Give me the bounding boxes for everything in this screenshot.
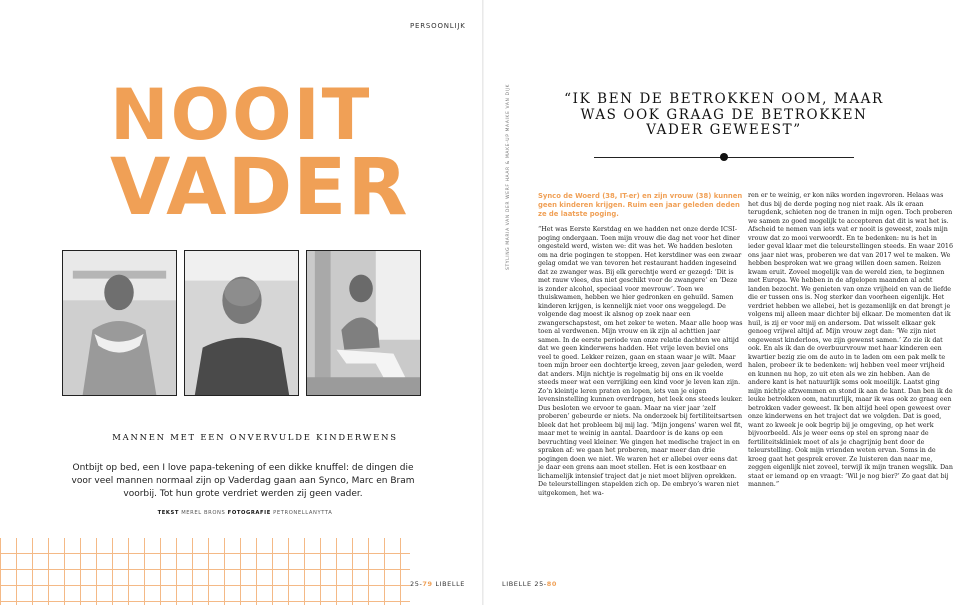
subheading: MANNEN MET EEN ONVERVULDE KINDERWENS: [112, 432, 398, 442]
credit-text-label: TEKST: [157, 510, 179, 516]
credit-photo-label: FOTOGRAFIE: [227, 510, 271, 516]
portrait-photo-marc: [184, 250, 299, 396]
decorative-grid: [0, 538, 410, 605]
pull-quote: “IK BEN DE BETROKKEN OOM, MAAR WAS OOK GRAAG DE BETROKKEN VADER GEWEEST”: [564, 91, 884, 139]
folio-number-left: 79: [422, 580, 433, 588]
article-column-2: [748, 192, 953, 490]
page-number-right: [502, 580, 557, 588]
folio-number-right: 80: [546, 580, 557, 588]
section-label: PERSOONLIJK: [410, 22, 466, 30]
article-title: [110, 74, 409, 233]
body-text-column-1: “Het was Eerste Kerstdag en we hadden net onze derde ICSI-poging ondergaan. Toen mijn vrouw die dag net voor het diner ongesteld werd, wisten we: dit was het. We hadden besloten om na drie pogingen te stoppen. Het kerstdiner was een zwaar gelag omdat we van tevoren het restaurant hadden ingeseind dat ze zwanger was. Bij elk gerechtje werd er gezegd: ‘Dit is met rauw vlees, dus niet geschikt voor de zwangere’ en ‘Deze is zonder alcohol, speciaal voor mevrouw’. Toen we thuiskwamen, hebben we hier gedronken en gehuild. Samen kinderen krijgen, is kennelijk niet voor ons weggelegd. De volgende dag moest ik alsnog op zoek naar een zwangerschapstest, om het zeker te weten. Maar alle hoop was toen al verdwenen. Mijn vrouw en ik zijn al achttien jaar samen. In de eerste periode van onze relatie dachten we altijd dat we geen kinderwens hadden. Het vrije leven beviel ons veel te goed. Lekker reizen, gaan en staan waar je wilt. Maar toen mijn broer een dochtertje kreeg, zeven jaar geleden, werd dat anders. Mijn nichtje is regelmatig bij ons en ik voelde steeds meer wat een verrijking een kind voor je leven kan zijn. Zo’n kleintje leren praten en lopen, iets van je eigen levensinstelling kunnen overdragen, het leek ons steeds leuker. Dus besloten we ervoor te gaan. Maar na vier jaar ‘zelf proberen’ gebeurde er niets. Na onderzoek bij fertiliteitsartsen bleek dat het probleem bij mij lag. ‘Mijn jongens’ waren wel fit, maar met te weinig in aantal. Daardoor is de kans op een bevruchting veel kleiner. We gingen het medische traject in en spraken af: we gaan het proberen, maar meer dan drie pogingen doen we niet. We waren het er allebei over eens dat je daar een grens aan moet stellen. Het is een kostbaar en lichamelijk intensief traject dat je niet moet blijven oprekken. De teleurstellingen stapelden zich op. De embryo’s waren niet uitgekomen, het wa-: [538, 226, 743, 497]
folio-brand-left: LIBELLE: [435, 580, 465, 588]
credits-line: [120, 510, 370, 516]
page-number-left: [410, 580, 465, 588]
divider-dot: [720, 153, 728, 161]
intro-paragraph: Ontbijt op bed, een I love papa-tekening of een dikke knuffel: de dingen die voor veel mannen normaal zijn op Vaderdag gaan aan Synco, Marc en Bram voorbij. Tot hun grote verdriet werden zij geen vader.: [71, 463, 415, 499]
folio-brand-right: LIBELLE: [502, 580, 532, 588]
credit-text-name: MEREL BRONS: [181, 510, 226, 516]
credit-photo-name: PETRONELLANYTTA: [273, 510, 333, 516]
folio-prefix-right: 25-: [534, 580, 547, 588]
left-page: [0, 0, 483, 605]
folio-prefix-left: 25-: [410, 580, 423, 588]
title-line-2: VADER: [110, 142, 409, 233]
lead-paragraph: Synco de Woerd (38, IT-er) en zijn vrouw (38) kunnen geen kinderen krijgen. Ruim een jaar geleden deden ze de laatste poging.: [538, 192, 743, 218]
article-column-1: [538, 192, 743, 498]
portrait-photo-bram: [306, 250, 421, 396]
body-text-column-2: ren er te weinig, er kon niks worden ingevroren. Helaas was het dus bij de derde poging nog niet raak. Als ik eraan terugdenk, schieten nog de tranen in mijn ogen. Toch proberen we samen zo goed mogelijk te accepteren dat dit is wat het is. Afscheid te nemen van iets wat er nooit is geweest, zoals mijn vrouw dat zo mooi verwoordt. En te bedenken: nu is het in ieder geval klaar met die teleurstellingen steeds. En waar 2016 ons jaar niet was, proberen we dat van 2017 wel te maken. We hebben besproken wat we graag willen doen samen. Reizen kwam eruit. Zoveel mogelijk van de wereld zien, te beginnen met Europa. We hebben in de afgelopen maanden al acht landen bezocht. We genieten van onze vrijheid en van de liefde die er tussen ons is. Nog sterker dan voorheen eigenlijk. Het verdriet hebben we allebei, het is gezamenlijk en dat brengt je volgens mij alleen maar dichter bij elkaar. De momenten dat ik huil, is zij er voor mij en andersom. Dat wisselt elkaar gek genoeg vrijwel altijd af. Mijn vrouw zegt dan: ‘We zijn niet ongewenst kinderloos, we zijn gewenst samen.’ Zo zie ik dat ook. En als ik dan de overbuurvrouw met haar kinderen een kwartier bezig zie om de auto in te laden om een pak melk te halen, probeer ik te bedenken: wij hebben veel meer vrijheid en kunnen nu hop, zo uit eten als we zin hebben. Aan de andere kant is het natuurlijk soms ook moeilijk. Laatst ging mijn nichtje afzwemmen en stond ik aan de kant. Dan ben ik de leuke betrokken oom, natuurlijk, maar ik was ook zo graag een betrokken vader geweest. Ik ben altijd heel open geweest over onze kinderwens en het traject dat we volgden. Dat is goed, want zo kweek je ook begrip bij je omgeving, op het werk bijvoorbeeld. Als je weer eens op stel en sprong naar de fertiliteitskliniek moet of als je chagrijnig bent door de teleurstelling. Ook mijn vrienden weten ervan. Soms in de kroeg gaat het gesprek erover. Ze luisteren dan naar me, zeggen eigenlijk niet zoveel, terwijl ik mijn tranen wegslik. Dan staat er iemand op en vraagt: ‘Wil je nog bier?’ Zo gaat dat bij mannen.”: [748, 192, 953, 488]
title-line-1: NOOIT: [110, 74, 372, 156]
portrait-photo-synco: [62, 250, 177, 396]
vertical-credit: STYLING MARIA VAN DER WERF HAAR & MAKE-UP MAAIKE VAN DIJK: [506, 84, 511, 270]
right-page: [484, 0, 967, 605]
